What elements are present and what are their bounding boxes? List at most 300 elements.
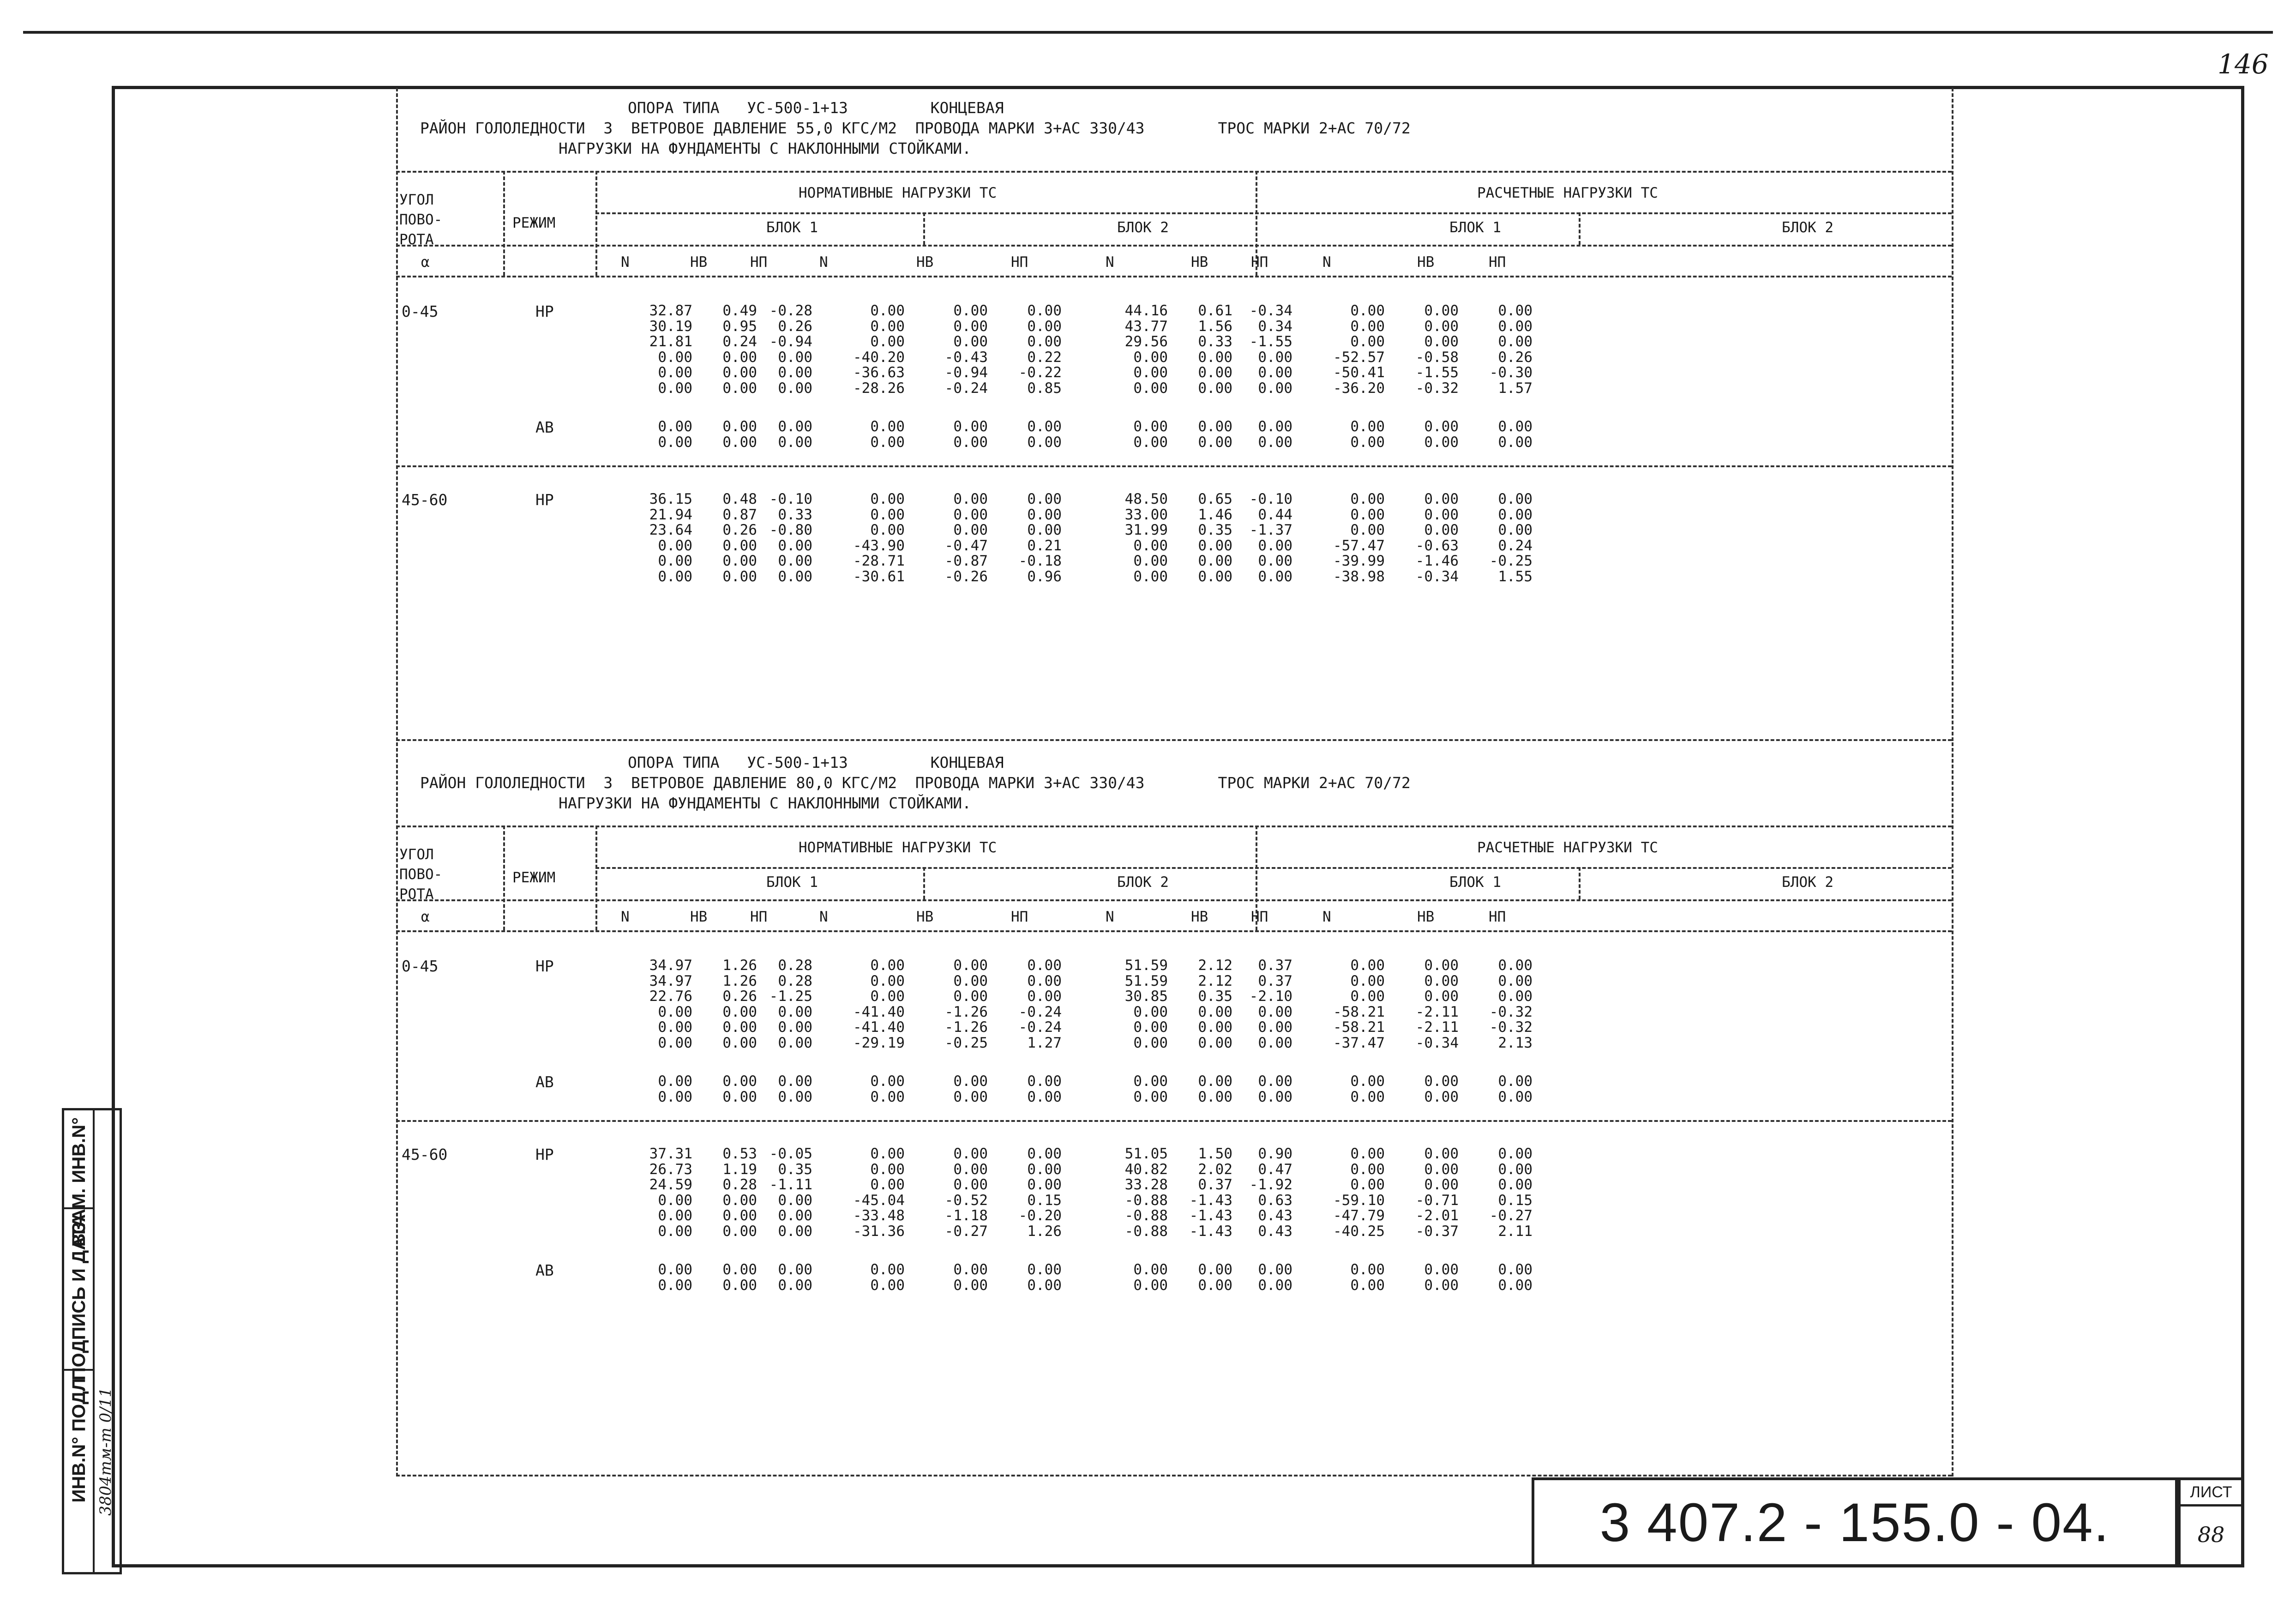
data-cell: 0.00 (1198, 418, 1232, 435)
data-cell: 0.00 (1424, 1176, 1459, 1193)
data-cell: 0.53 (722, 1145, 757, 1162)
data-cell: 0.63 (1258, 1192, 1292, 1209)
data-cell: 44.16 (1124, 302, 1168, 319)
sheet-number: 146 (2218, 48, 2269, 80)
data-cell: 0.61 (1198, 302, 1232, 319)
data-cell: 0.00 (722, 1019, 757, 1036)
data-cell: 0.00 (1498, 418, 1533, 435)
header-rule (396, 171, 1952, 173)
data-cell: 0.00 (1133, 1261, 1168, 1278)
data-cell: 0.00 (778, 1003, 812, 1020)
data-cell: 0.24 (722, 333, 757, 350)
data-cell: 0.00 (1027, 491, 1062, 507)
data-cell: -1.92 (1249, 1176, 1292, 1193)
column-header: N (819, 254, 828, 271)
data-cell: 26.73 (649, 1161, 692, 1178)
data-cell: 0.00 (1424, 1261, 1459, 1278)
data-cell: 0.00 (953, 302, 988, 319)
table-left-border (396, 88, 398, 741)
data-cell: 0.00 (870, 333, 905, 350)
data-cell: 0.00 (1350, 333, 1385, 350)
data-cell: 0.00 (722, 434, 757, 451)
data-cell: 0.22 (1027, 349, 1062, 366)
data-cell: 0.35 (778, 1161, 812, 1178)
data-cell: -0.94 (769, 333, 812, 350)
data-cell: 1.55 (1498, 568, 1533, 585)
header-sep (923, 212, 925, 245)
data-cell: 0.00 (658, 553, 692, 569)
data-cell: 51.59 (1124, 972, 1168, 989)
data-cell: -0.58 (1415, 349, 1459, 366)
table-bottom-rule (396, 739, 1952, 741)
data-cell: 0.00 (870, 1176, 905, 1193)
header-calculated: РАСЧЕТНЫЕ НАГРУЗКИ ТС (1477, 839, 1658, 856)
sheet-value: 88 (2197, 1522, 2225, 1547)
column-header: НВ (1417, 909, 1435, 925)
sheet-box (2178, 1477, 2244, 1567)
angle-label: 45-60 (402, 491, 448, 509)
data-cell: 0.00 (1133, 418, 1168, 435)
data-cell: 1.26 (722, 972, 757, 989)
data-cell: 0.00 (1027, 972, 1062, 989)
column-header: N (1322, 909, 1331, 925)
data-cell: 0.37 (1258, 957, 1292, 974)
header-ugol: УГОЛ (399, 192, 434, 208)
data-cell: -0.37 (1415, 1223, 1459, 1240)
data-cell: 29.56 (1124, 333, 1168, 350)
table-title-type: ОПОРА ТИПА УС-500-1+13 КОНЦЕВАЯ (628, 99, 1004, 117)
data-cell: 0.00 (778, 1207, 812, 1224)
header-calculated: РАСЧЕТНЫЕ НАГРУЗКИ ТС (1477, 185, 1658, 201)
data-cell: 0.00 (1424, 302, 1459, 319)
data-cell: 0.00 (1258, 1073, 1292, 1090)
data-cell: 0.00 (1027, 522, 1062, 538)
data-cell: 0.00 (870, 434, 905, 451)
data-cell: 0.00 (870, 972, 905, 989)
header-sep (1579, 212, 1581, 245)
data-cell: -2.11 (1415, 1003, 1459, 1020)
data-cell: 0.00 (953, 491, 988, 507)
data-cell: 0.00 (658, 364, 692, 381)
data-cell: 48.50 (1124, 491, 1168, 507)
data-cell: 34.97 (649, 957, 692, 974)
data-cell: 0.00 (1498, 506, 1533, 523)
header-calc-blok1: БЛОК 1 (1449, 219, 1501, 236)
data-cell: 0.00 (778, 1277, 812, 1294)
data-cell: -1.55 (1249, 333, 1292, 350)
data-cell: 0.00 (1424, 1088, 1459, 1105)
data-cell: -0.94 (944, 364, 988, 381)
data-cell: 0.00 (1133, 380, 1168, 397)
data-cell: -0.25 (944, 1034, 988, 1051)
data-cell: 0.00 (778, 1088, 812, 1105)
header-norm-blok2: БЛОК 2 (1117, 874, 1169, 891)
column-header: НП (750, 909, 768, 925)
data-cell: 0.00 (778, 1261, 812, 1278)
load-table-1 (396, 88, 1952, 741)
data-cell: 0.00 (1350, 1176, 1385, 1193)
header-normative: НОРМАТИВНЫЕ НАГРУЗКИ ТС (799, 839, 997, 856)
header-rota: РОТА (399, 231, 434, 248)
data-cell: 0.00 (722, 1034, 757, 1051)
data-cell: 0.00 (1027, 1176, 1062, 1193)
data-cell: 0.00 (870, 1073, 905, 1090)
data-cell: -36.20 (1333, 380, 1385, 397)
data-cell: 0.00 (870, 1145, 905, 1162)
data-cell: 0.00 (658, 380, 692, 397)
data-cell: 0.00 (722, 380, 757, 397)
data-cell: 0.00 (953, 1145, 988, 1162)
data-cell: 0.00 (1198, 1277, 1232, 1294)
data-cell: -0.24 (1018, 1019, 1062, 1036)
data-cell: 0.33 (1198, 333, 1232, 350)
data-cell: 0.00 (1027, 1088, 1062, 1105)
data-cell: 0.00 (658, 1223, 692, 1240)
data-cell: 0.00 (1198, 1088, 1232, 1105)
data-cell: 0.00 (658, 1088, 692, 1105)
column-header: НВ (916, 254, 934, 271)
data-cell: 0.00 (870, 491, 905, 507)
data-cell: 0.00 (1350, 1161, 1385, 1178)
data-cell: 0.00 (1498, 1161, 1533, 1178)
table-right-border (1952, 88, 1953, 741)
data-cell: 0.00 (1424, 522, 1459, 538)
data-cell: -1.46 (1415, 553, 1459, 569)
data-cell: -0.30 (1489, 364, 1533, 381)
data-cell: -41.40 (853, 1019, 905, 1036)
data-cell: 1.26 (1027, 1223, 1062, 1240)
data-cell: 0.00 (870, 506, 905, 523)
data-cell: -0.34 (1415, 568, 1459, 585)
data-cell: 0.00 (722, 1073, 757, 1090)
data-cell: 0.00 (953, 1176, 988, 1193)
data-cell: 0.26 (1498, 349, 1533, 366)
data-cell: 0.00 (1498, 1277, 1533, 1294)
top-rule (23, 31, 2273, 34)
data-cell: 0.00 (1498, 491, 1533, 507)
header-rule (396, 899, 1952, 901)
data-cell: -0.24 (1018, 1003, 1062, 1020)
data-cell: 0.00 (1350, 318, 1385, 335)
mode-label: НР (535, 491, 554, 509)
data-cell: 0.00 (1350, 506, 1385, 523)
data-cell: -57.47 (1333, 537, 1385, 554)
data-cell: 0.00 (1350, 491, 1385, 507)
data-cell: 0.00 (1258, 553, 1292, 569)
data-cell: -0.28 (769, 302, 812, 319)
data-cell: 21.81 (649, 333, 692, 350)
data-cell: 0.33 (778, 506, 812, 523)
data-cell: 37.31 (649, 1145, 692, 1162)
data-cell: 34.97 (649, 972, 692, 989)
data-cell: 0.00 (1198, 1073, 1232, 1090)
data-cell: 0.00 (870, 1161, 905, 1178)
header-calc-blok2: БЛОК 2 (1782, 219, 1833, 236)
header-calc-blok2: БЛОК 2 (1782, 874, 1833, 891)
data-cell: 0.00 (870, 957, 905, 974)
data-cell: -0.27 (944, 1223, 988, 1240)
data-cell: -0.34 (1415, 1034, 1459, 1051)
data-cell: 0.00 (1198, 1034, 1232, 1051)
stamp-vzam-inv: ВЗАМ. ИНВ.N° (69, 1117, 89, 1247)
header-sep (595, 171, 597, 276)
data-cell: 0.96 (1027, 568, 1062, 585)
data-cell: -0.88 (1124, 1207, 1168, 1224)
angle-label: 0-45 (402, 957, 439, 975)
data-cell: 0.00 (778, 380, 812, 397)
data-cell: 0.00 (1258, 1277, 1292, 1294)
header-sep (923, 867, 925, 899)
data-cell: 0.00 (1498, 318, 1533, 335)
data-cell: 0.00 (870, 418, 905, 435)
data-cell: -29.19 (853, 1034, 905, 1051)
data-cell: 0.90 (1258, 1145, 1292, 1162)
data-cell: -1.25 (769, 988, 812, 1005)
data-cell: 0.00 (1424, 318, 1459, 335)
data-cell: 0.00 (870, 1277, 905, 1294)
data-cell: -0.32 (1489, 1019, 1533, 1036)
data-cell: 0.37 (1198, 1176, 1232, 1193)
data-cell: 0.47 (1258, 1161, 1292, 1178)
data-cell: 0.00 (1027, 506, 1062, 523)
data-cell: 0.00 (953, 1277, 988, 1294)
header-rule (595, 212, 1952, 214)
data-cell: -1.11 (769, 1176, 812, 1193)
data-cell: 1.19 (722, 1161, 757, 1178)
data-cell: 0.00 (953, 1261, 988, 1278)
data-cell: 0.00 (722, 418, 757, 435)
data-cell: 40.82 (1124, 1161, 1168, 1178)
data-cell: -40.25 (1333, 1223, 1385, 1240)
data-cell: 0.00 (658, 537, 692, 554)
data-cell: 0.00 (722, 537, 757, 554)
mode-label: НР (535, 302, 554, 320)
data-cell: 0.00 (1424, 333, 1459, 350)
data-cell: 0.00 (1258, 349, 1292, 366)
data-cell: 0.85 (1027, 380, 1062, 397)
group-separator (396, 1120, 1952, 1122)
column-header: НП (1489, 254, 1506, 271)
data-cell: 0.00 (658, 1261, 692, 1278)
header-rule (595, 867, 1952, 869)
header-rezhim: РЕЖИМ (512, 215, 556, 231)
column-header: НП (1011, 909, 1028, 925)
data-cell: -43.90 (853, 537, 905, 554)
data-cell: 0.00 (1258, 1088, 1292, 1105)
data-cell: 0.00 (1133, 1073, 1168, 1090)
data-cell: 0.48 (722, 491, 757, 507)
data-cell: 0.00 (658, 349, 692, 366)
data-cell: 0.34 (1258, 318, 1292, 335)
data-cell: 21.94 (649, 506, 692, 523)
data-cell: 0.00 (1027, 1145, 1062, 1162)
header-rule (396, 826, 1952, 827)
data-cell: 0.00 (1424, 957, 1459, 974)
column-header: N (621, 254, 630, 271)
left-stamp (62, 1108, 122, 1574)
data-cell: 0.00 (1350, 418, 1385, 435)
header-normative: НОРМАТИВНЫЕ НАГРУЗКИ ТС (799, 185, 997, 201)
header-ugol: УГОЛ (399, 846, 434, 863)
column-header: НВ (690, 254, 708, 271)
data-cell: 0.00 (658, 568, 692, 585)
data-cell: 0.00 (1498, 522, 1533, 538)
data-cell: 0.00 (1350, 302, 1385, 319)
angle-label: 45-60 (402, 1145, 448, 1163)
data-cell: -0.22 (1018, 364, 1062, 381)
data-cell: 0.00 (722, 1223, 757, 1240)
data-cell: 0.00 (1027, 957, 1062, 974)
data-cell: 30.85 (1124, 988, 1168, 1005)
stamp-inv-value: 3804тм-т 0/11 (96, 1387, 115, 1516)
data-cell: 0.00 (1027, 333, 1062, 350)
stamp-value-column (93, 1110, 120, 1572)
data-cell: -0.32 (1415, 380, 1459, 397)
column-header: НВ (1191, 254, 1208, 271)
data-cell: 0.00 (1027, 302, 1062, 319)
data-cell: -0.18 (1018, 553, 1062, 569)
data-cell: 0.00 (1133, 568, 1168, 585)
data-cell: -0.87 (944, 553, 988, 569)
data-cell: -1.18 (944, 1207, 988, 1224)
angle-label: 0-45 (402, 302, 439, 320)
data-cell: 0.26 (722, 522, 757, 538)
data-cell: 1.27 (1027, 1034, 1062, 1051)
header-norm-blok2: БЛОК 2 (1117, 219, 1169, 236)
data-cell: 0.00 (1198, 1261, 1232, 1278)
data-cell: -28.26 (853, 380, 905, 397)
data-cell: 0.00 (778, 553, 812, 569)
data-cell: 0.00 (1350, 1073, 1385, 1090)
data-cell: -1.43 (1189, 1192, 1232, 1209)
data-cell: -2.10 (1249, 988, 1292, 1005)
data-cell: 0.00 (722, 364, 757, 381)
data-cell: 0.00 (658, 1003, 692, 1020)
data-cell: 0.00 (1133, 434, 1168, 451)
data-cell: -0.43 (944, 349, 988, 366)
mode-label: НР (535, 957, 554, 975)
data-cell: 0.00 (1027, 434, 1062, 451)
data-cell: 0.00 (1133, 553, 1168, 569)
data-cell: 0.00 (1350, 972, 1385, 989)
data-cell: 43.77 (1124, 318, 1168, 335)
data-cell: -37.47 (1333, 1034, 1385, 1051)
column-header: НП (1489, 909, 1506, 925)
data-cell: 0.00 (722, 1088, 757, 1105)
data-cell: 0.00 (1258, 1003, 1292, 1020)
data-cell: 0.00 (1133, 1277, 1168, 1294)
data-cell: 0.00 (1498, 333, 1533, 350)
data-cell: 0.00 (1198, 537, 1232, 554)
data-cell: 51.05 (1124, 1145, 1168, 1162)
data-cell: -0.26 (944, 568, 988, 585)
column-header: НВ (690, 909, 708, 925)
data-cell: 0.00 (953, 957, 988, 974)
data-cell: 0.00 (870, 318, 905, 335)
column-header: N (1322, 254, 1331, 271)
data-cell: 0.00 (1198, 1019, 1232, 1036)
data-cell: 0.00 (1133, 1034, 1168, 1051)
data-cell: 0.00 (1198, 553, 1232, 569)
data-cell: 22.76 (649, 988, 692, 1005)
data-cell: 32.87 (649, 302, 692, 319)
data-cell: -0.20 (1018, 1207, 1062, 1224)
data-cell: 0.43 (1258, 1223, 1292, 1240)
data-cell: 0.00 (1424, 1277, 1459, 1294)
data-cell: -1.26 (944, 1003, 988, 1020)
header-norm-blok1: БЛОК 1 (766, 874, 818, 891)
header-calc-blok1: БЛОК 1 (1449, 874, 1501, 891)
data-cell: -30.61 (853, 568, 905, 585)
data-cell: 0.00 (778, 349, 812, 366)
data-cell: 2.12 (1198, 957, 1232, 974)
data-cell: 0.15 (1027, 1192, 1062, 1209)
table-right-border (1952, 742, 1953, 1476)
data-cell: 0.15 (1498, 1192, 1533, 1209)
data-cell: 0.00 (658, 1034, 692, 1051)
data-cell: -0.80 (769, 522, 812, 538)
header-rule (396, 276, 1952, 277)
data-cell: 0.00 (722, 1277, 757, 1294)
data-cell: 0.00 (658, 1277, 692, 1294)
data-cell: -0.10 (1249, 491, 1292, 507)
data-cell: 0.00 (1027, 1261, 1062, 1278)
data-cell: 0.00 (870, 988, 905, 1005)
data-cell: 0.00 (722, 1003, 757, 1020)
data-cell: 0.00 (1258, 380, 1292, 397)
data-cell: 0.00 (953, 333, 988, 350)
mode-label: НР (535, 1145, 554, 1163)
stamp-podpis-data: ПОДПИСЬ И ДАТА (69, 1214, 89, 1381)
data-cell: 0.00 (1350, 434, 1385, 451)
data-cell: 1.57 (1498, 380, 1533, 397)
data-cell: 0.00 (722, 568, 757, 585)
data-cell: 0.00 (1258, 537, 1292, 554)
data-cell: 0.00 (1350, 1277, 1385, 1294)
data-cell: 0.00 (870, 302, 905, 319)
data-cell: 0.21 (1027, 537, 1062, 554)
header-rezhim: РЕЖИМ (512, 869, 556, 886)
data-cell: 31.99 (1124, 522, 1168, 538)
header-rota: РОТА (399, 886, 434, 903)
data-cell: -0.10 (769, 491, 812, 507)
data-cell: 2.02 (1198, 1161, 1232, 1178)
data-cell: 0.00 (722, 349, 757, 366)
data-cell: 0.00 (1258, 1261, 1292, 1278)
data-cell: -28.71 (853, 553, 905, 569)
data-cell: 0.00 (1424, 1073, 1459, 1090)
data-cell: -1.37 (1249, 522, 1292, 538)
data-cell: 0.00 (953, 418, 988, 435)
header-povo: ПОВО- (399, 866, 443, 883)
header-alpha: α (421, 909, 430, 925)
data-cell: 0.00 (1133, 364, 1168, 381)
header-sep (503, 171, 505, 276)
load-table-2 (396, 742, 1952, 1476)
data-cell: 0.00 (778, 568, 812, 585)
data-cell: 0.00 (778, 364, 812, 381)
data-cell: 0.00 (953, 1161, 988, 1178)
data-cell: 0.00 (778, 1192, 812, 1209)
data-cell: 0.00 (1133, 349, 1168, 366)
column-header: НП (1011, 254, 1028, 271)
data-cell: 0.00 (778, 1019, 812, 1036)
data-cell: -39.99 (1333, 553, 1385, 569)
data-cell: 0.00 (1424, 988, 1459, 1005)
data-cell: 0.00 (1498, 302, 1533, 319)
data-cell: 0.00 (722, 1192, 757, 1209)
data-cell: 0.00 (1498, 1073, 1533, 1090)
